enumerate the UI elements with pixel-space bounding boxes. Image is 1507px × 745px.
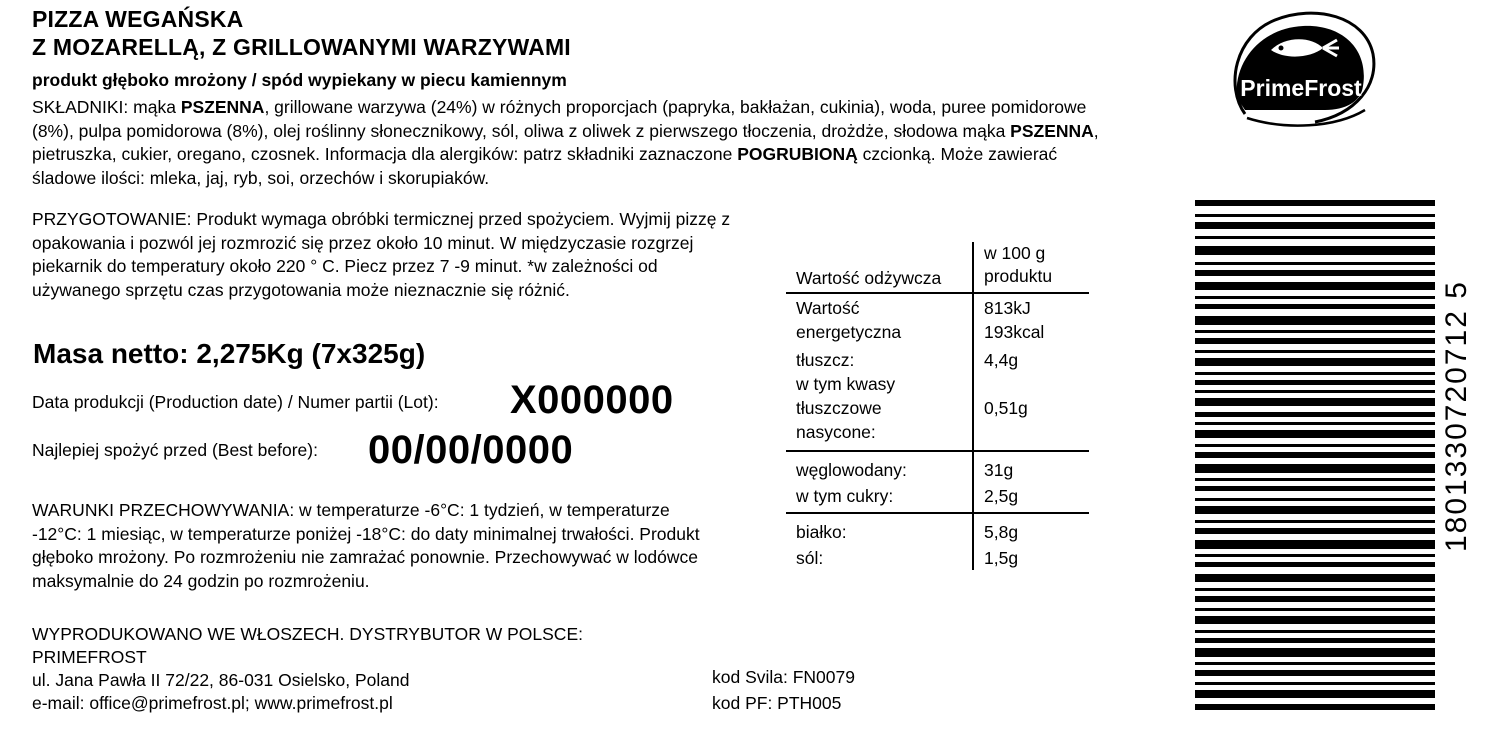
- nutrition-header-per100: w 100 g: [984, 243, 1046, 263]
- ingredients-part: , grillowane warzywa (24%) w różnych proporcjach (papryka, bakłażan, cukinia), woda, puree pomidorowe (8%), pulpa pomidorowa (8%), olej roślinny słonecznikowy, sól, oliwa z oliwek z pierwszego tłoczenia, drożdże, słodowa mąka: [32, 97, 1087, 141]
- satfat-label-1: w tym kwasy: [796, 374, 896, 394]
- sugars-label: w tym cukry:: [796, 486, 894, 506]
- energy-kcal: 193kcal: [984, 322, 1045, 342]
- energy-label-2: energetyczna: [796, 322, 902, 342]
- ingredients-part: SKŁADNIKI: mąka: [32, 97, 181, 117]
- producer-contact: e-mail: office@primefrost.pl; www.primefrost.pl: [32, 693, 393, 713]
- protein-label: białko:: [796, 522, 847, 542]
- satfat-label-2: tłuszczowe: [796, 398, 882, 418]
- ingredients-part: , pietruszka, cukier, oregano, czosnek. Informacja dla alergików: patrz składniki zaznaczone: [32, 120, 1099, 164]
- sugars-value: 2,5g: [984, 486, 1019, 506]
- lot-number: X000000: [510, 378, 674, 422]
- nutrition-header-left: Wartość odżywcza: [786, 242, 973, 293]
- preparation-text: PRZYGOTOWANIE: Produkt wymaga obróbki termicznej przed spożyciem. Wyjmij pizzę z opakowania i pozwól jej rozmrozić się przez około 10 minut. W międzyczasie rozgrzej piekarnik do temperatury około 220 ° C. Piecz przez 7 -9 minut. *w zależności od używanego sprzętu czas przygotowania może nieznacznie się różnić.: [32, 209, 731, 300]
- allergen-bold-note: POGRUBIONĄ: [737, 144, 858, 164]
- storage-conditions: WARUNKI PRZECHOWYWANIA: w temperaturze -6°C: 1 tydzień, w temperaturze -12°C: 1 miesiąc, w temperaturze poniżej -18°C: do daty minimalnej trwałości. Produkt głęboko mrożony. Po rozmrożeniu nie zamrażać ponownie. Przechowywać w lodówce maksymalnie do 24 godzin po rozmrożeniu.: [32, 500, 700, 591]
- allergen-wheat: PSZENNA: [180, 97, 265, 117]
- salt-label: sól:: [796, 548, 824, 568]
- barcode-bars: [1195, 200, 1435, 720]
- carbs-value: 31g: [984, 460, 1014, 480]
- satfat-label-3: nasycone:: [796, 422, 876, 442]
- producer-line1: WYPRODUKOWANO WE WŁOSZECH. DYSTRYBUTOR W POLSCE:: [32, 624, 583, 644]
- barcode-number: 1801330720712 5: [1440, 280, 1473, 552]
- barcode: [1195, 200, 1435, 725]
- best-before-label: Najlepiej spożyć przed (Best before):: [32, 440, 318, 460]
- code-pf: kod PF: PTH005: [712, 693, 842, 713]
- nutrition-header-product: produktu: [984, 266, 1053, 286]
- logo-text: PrimeFrost: [1240, 75, 1362, 101]
- producer-name: PRIMEFROST: [32, 647, 147, 667]
- primefrost-logo: [1215, 6, 1383, 131]
- code-svila: kod Svila: FN0079: [712, 667, 855, 687]
- ingredients-text: [32, 96, 1117, 190]
- allergen-wheat: PSZENNA: [1010, 120, 1094, 141]
- net-mass: Masa netto: 2,275Kg (7x325g): [33, 338, 426, 369]
- energy-label-1: Wartość: [796, 298, 860, 318]
- production-date-label: Data produkcji (Production date) / Numer partii (Lot):: [32, 392, 439, 412]
- ingredients-part: czcionką. Może zawierać śladowe ilości: mleka, jaj, ryb, soi, orzechów i skorupiaków.: [32, 144, 1058, 188]
- satfat-value: 0,51g: [984, 398, 1028, 418]
- product-subtitle: produkt głęboko mrożony / spód wypiekany w piecu kamiennym: [32, 70, 567, 90]
- nutrition-table: [786, 242, 1089, 570]
- product-title-line2: Z MOZARELLĄ, Z GRILLOWANYMI WARZYWAMI: [32, 34, 571, 60]
- best-before-date: 00/00/0000: [368, 428, 574, 472]
- producer-address: ul. Jana Pawła II 72/22, 86-031 Osielsko, Poland: [32, 670, 410, 690]
- salt-value: 1,5g: [984, 548, 1019, 568]
- fat-label: tłuszcz:: [796, 350, 855, 370]
- protein-value: 5,8g: [984, 522, 1019, 542]
- carbs-label: węglowodany:: [796, 460, 907, 480]
- primefrost-logo-graphic: [1215, 6, 1383, 131]
- energy-kj: 813kJ: [984, 298, 1031, 318]
- product-title-line1: PIZZA WEGAŃSKA: [32, 6, 244, 32]
- fat-value: 4,4g: [984, 350, 1019, 370]
